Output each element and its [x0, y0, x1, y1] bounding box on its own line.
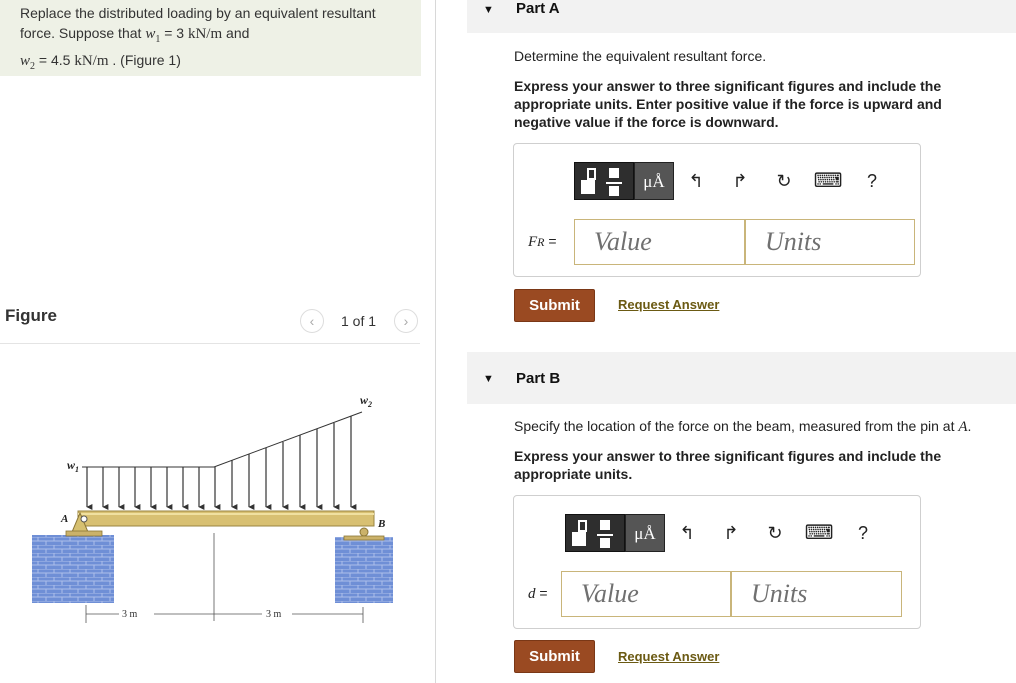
reset-icon[interactable]: ↻ [767, 523, 783, 543]
figure-point-b: B [378, 518, 386, 530]
part-a-input-row [514, 219, 920, 265]
part-b-input-row [514, 571, 920, 617]
part-a-input-label: FR = [528, 233, 557, 250]
part-a-instructions: Express your answer to three significant figures and include the appropriate units. Enter positive value if the force is upward and negative value if the force is downward. [514, 78, 942, 130]
part-b-title: Part B [516, 370, 561, 387]
figure-w2-label: $w_2$ [360, 393, 373, 409]
part-a-submit-button[interactable]: Submit [514, 289, 595, 322]
part-b-request-answer-link[interactable]: Request Answer [618, 649, 720, 664]
keyboard-icon[interactable]: ⌨ [804, 522, 834, 544]
keyboard-icon[interactable]: ⌨ [813, 170, 843, 192]
figure-divider [0, 343, 420, 344]
part-b-toolbar [565, 514, 885, 552]
part-b-input-label: d = [528, 585, 548, 602]
part-a-request-answer-link[interactable]: Request Answer [618, 297, 720, 312]
part-a-question: Determine the equivalent resultant force. [514, 48, 767, 64]
undo-icon[interactable]: ↰ [688, 171, 704, 191]
load-profile-line [82, 412, 362, 467]
figure-count: 1 of 1 [341, 313, 377, 329]
part-a-toolbar [574, 162, 894, 200]
roller-support-b [335, 528, 393, 603]
undo-icon[interactable]: ↰ [679, 523, 695, 543]
units-button[interactable]: μÅ [634, 162, 674, 200]
part-b-question: Specify the location of the force on the beam, measured from the pin at A. [514, 418, 972, 435]
problem-line-3: $w_2 = 4.5$ kN/m . (Figure 1) [20, 52, 181, 72]
figure-point-a: A [61, 513, 69, 525]
redo-icon[interactable]: ↱ [723, 523, 739, 543]
figure-link[interactable]: (Figure 1) [120, 52, 181, 68]
problem-statement [0, 0, 421, 76]
templates-button[interactable] [565, 514, 625, 552]
templates-button[interactable] [574, 162, 634, 200]
part-a-answer-box [513, 143, 921, 277]
help-icon[interactable]: ? [857, 523, 868, 543]
part-b-units-input[interactable] [731, 571, 902, 617]
redo-icon[interactable]: ↱ [732, 171, 748, 191]
figure-next-button[interactable]: › [394, 309, 418, 333]
beam-figure [30, 385, 400, 630]
part-b-submit-button[interactable]: Submit [514, 640, 595, 673]
collapse-caret-icon: ▼ [483, 4, 494, 16]
part-a-units-input[interactable] [745, 219, 915, 265]
column-divider [435, 0, 436, 683]
figure-prev-button[interactable]: ‹ [300, 309, 324, 333]
figure-heading: Figure [5, 306, 57, 325]
reset-icon[interactable]: ↻ [776, 171, 792, 191]
part-a-title: Part A [516, 0, 560, 17]
problem-line-2: force. Suppose that $w_1 = 3$ kN/m and [20, 25, 250, 45]
collapse-caret-icon: ▼ [483, 373, 494, 385]
part-b-header[interactable] [467, 352, 1016, 404]
units-button[interactable]: μÅ [625, 514, 665, 552]
figure-w1-label: $w_1$ [67, 458, 80, 474]
part-a-value-input[interactable] [574, 219, 745, 265]
part-b-value-input[interactable] [561, 571, 731, 617]
load-arrows [87, 416, 351, 507]
help-icon[interactable]: ? [866, 171, 877, 191]
part-a-header[interactable] [467, 0, 1016, 33]
figure-dim-2: 3 m [266, 609, 282, 620]
problem-line-1: Replace the distributed loading by an equivalent resultant [20, 5, 376, 21]
part-b-answer-box [513, 495, 921, 629]
part-b-instructions: Express your answer to three significant figures and include the appropriate units. [514, 448, 942, 482]
figure-dim-1: 3 m [122, 609, 138, 620]
